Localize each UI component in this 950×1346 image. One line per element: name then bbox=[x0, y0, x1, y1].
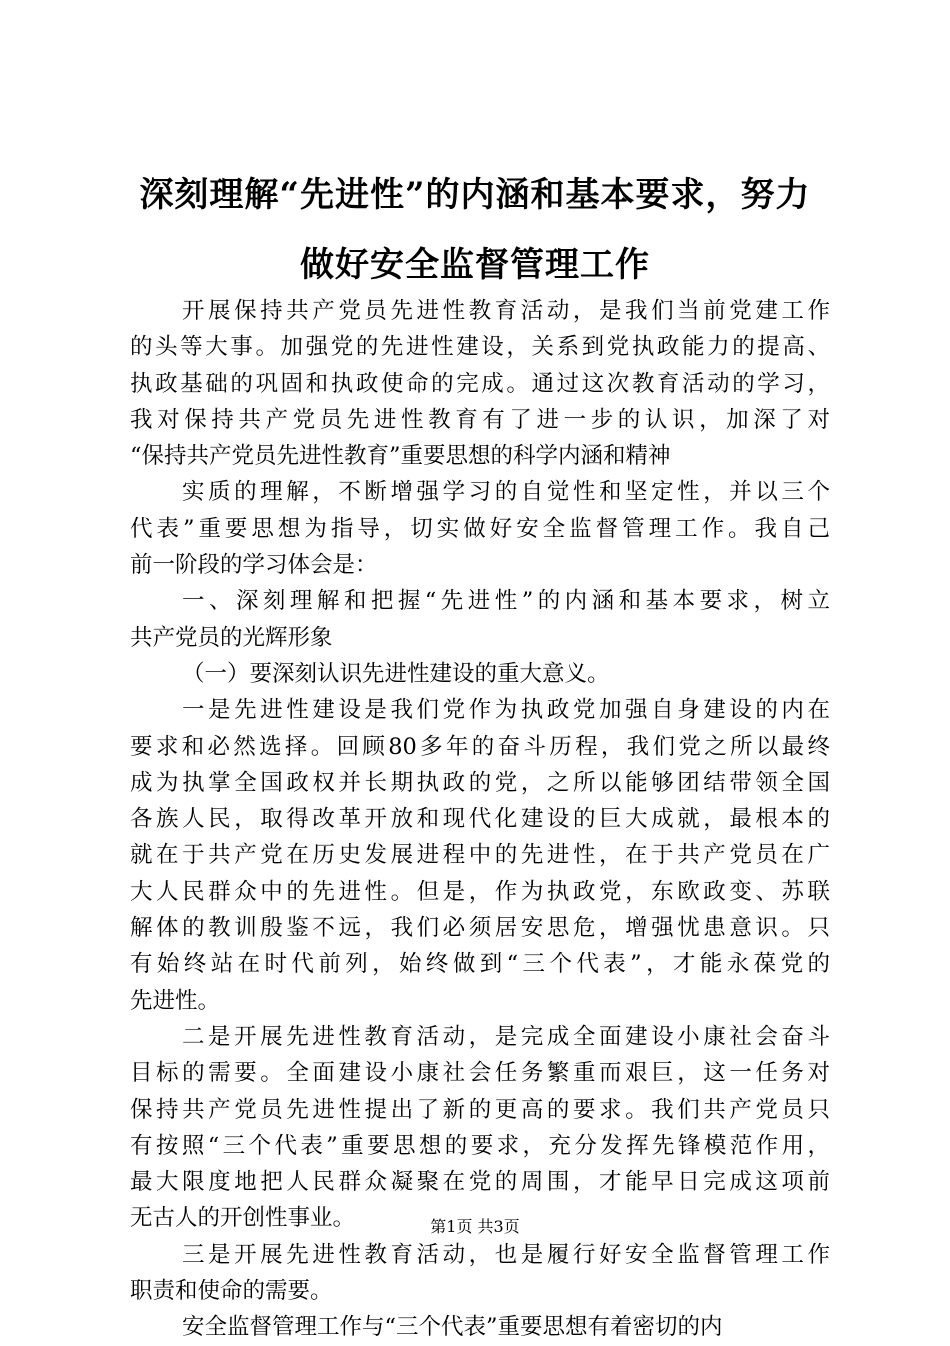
paragraph-line: 目标的需要。全面建设小康社会任务繁重而艰巨，这一任务对 bbox=[130, 1060, 830, 1087]
paragraph-line: （一）要深刻认识先进性建设的重大意义。 bbox=[182, 660, 610, 687]
paragraph-line: 实质的理解，不断增强学习的自觉性和坚定性，并以三个 bbox=[182, 479, 830, 506]
title-line: 做好安全监督管理工作 bbox=[300, 245, 650, 285]
paragraph-line: 二是开展先进性教育活动，是完成全面建设小康社会奋斗 bbox=[182, 1023, 830, 1050]
paragraph-line: 解体的教训殷鉴不远，我们必须居安思危，增强忧患意识。只 bbox=[130, 915, 830, 942]
paragraph-line: 的头等大事。加强党的先进性建设，关系到党执政能力的提高、 bbox=[130, 334, 830, 361]
paragraph-line: 最大限度地把人民群众凝聚在党的周围，才能早日完成这项前 bbox=[130, 1169, 830, 1196]
page-footer: 第1页 共3页 bbox=[430, 1217, 520, 1236]
paragraph-line: 保持共产党员先进性提出了新的更高的要求。我们共产党员只 bbox=[130, 1096, 830, 1123]
paragraph-line: 各族人民，取得改革开放和现代化建设的巨大成就，最根本的 bbox=[130, 806, 830, 833]
paragraph-line: 先进性。 bbox=[130, 987, 221, 1014]
paragraph-line: 有按照“三个代表”重要思想的要求，充分发挥先锋模范作用， bbox=[130, 1132, 830, 1159]
paragraph-line: 代表”重要思想为指导，切实做好安全监督管理工作。我自己 bbox=[130, 515, 830, 542]
paragraph-line: 执政基础的巩固和执政使命的完成。通过这次教育活动的学习， bbox=[130, 370, 830, 397]
paragraph-line: 三是开展先进性教育活动，也是履行好安全监督管理工作 bbox=[182, 1241, 830, 1268]
paragraph bbox=[130, 1309, 830, 1345]
paragraph-line: 安全监督管理工作与“三个代表”重要思想有着密切的内 bbox=[182, 1314, 723, 1341]
paragraph-line: 一、深刻理解和把握“先进性”的内涵和基本要求，树立 bbox=[182, 588, 830, 615]
paragraph bbox=[130, 474, 830, 583]
paragraph bbox=[130, 692, 830, 1019]
document-title bbox=[100, 160, 850, 300]
paragraph-line: “保持共产党员先进性教育”重要思想的科学内涵和精神 bbox=[130, 443, 671, 470]
paragraph-line: 共产党员的光辉形象 bbox=[130, 624, 333, 651]
paragraph-line: 开展保持共产党员先进性教育活动，是我们当前党建工作 bbox=[182, 298, 830, 324]
paragraph-line: 前一阶段的学习体会是： bbox=[130, 552, 378, 579]
paragraph-line: 职责和使命的需要。 bbox=[130, 1278, 333, 1305]
paragraph-line: 成为执掌全国政权并长期执政的党，之所以能够团结带领全国 bbox=[130, 769, 830, 796]
paragraph bbox=[130, 1019, 830, 1237]
title-line: 深刻理解“先进性”的内涵和基本要求，努力 bbox=[139, 175, 811, 215]
paragraph-line: 我对保持共产党员先进性教育有了进一步的认识，加深了对 bbox=[130, 406, 830, 433]
paragraph-line: 要求和必然选择。回顾80多年的奋斗历程，我们党之所以最终 bbox=[130, 733, 830, 760]
paragraph bbox=[130, 1237, 830, 1310]
paragraph-line: 有始终站在时代前列，始终做到“三个代表”，才能永葆党的 bbox=[130, 951, 830, 978]
paragraph-line: 就在于共产党在历史发展进程中的先进性，在于共产党员在广 bbox=[130, 842, 830, 869]
paragraph bbox=[130, 583, 830, 656]
paragraph bbox=[130, 293, 830, 474]
paragraph bbox=[130, 656, 830, 692]
paragraph-line: 一是先进性建设是我们党作为执政党加强自身建设的内在 bbox=[182, 697, 830, 724]
paragraph-line: 大人民群众中的先进性。但是，作为执政党，东欧政变、苏联 bbox=[130, 878, 830, 905]
document-body bbox=[130, 293, 830, 1346]
paragraph-line: 无古人的开创性事业。 bbox=[130, 1205, 356, 1232]
